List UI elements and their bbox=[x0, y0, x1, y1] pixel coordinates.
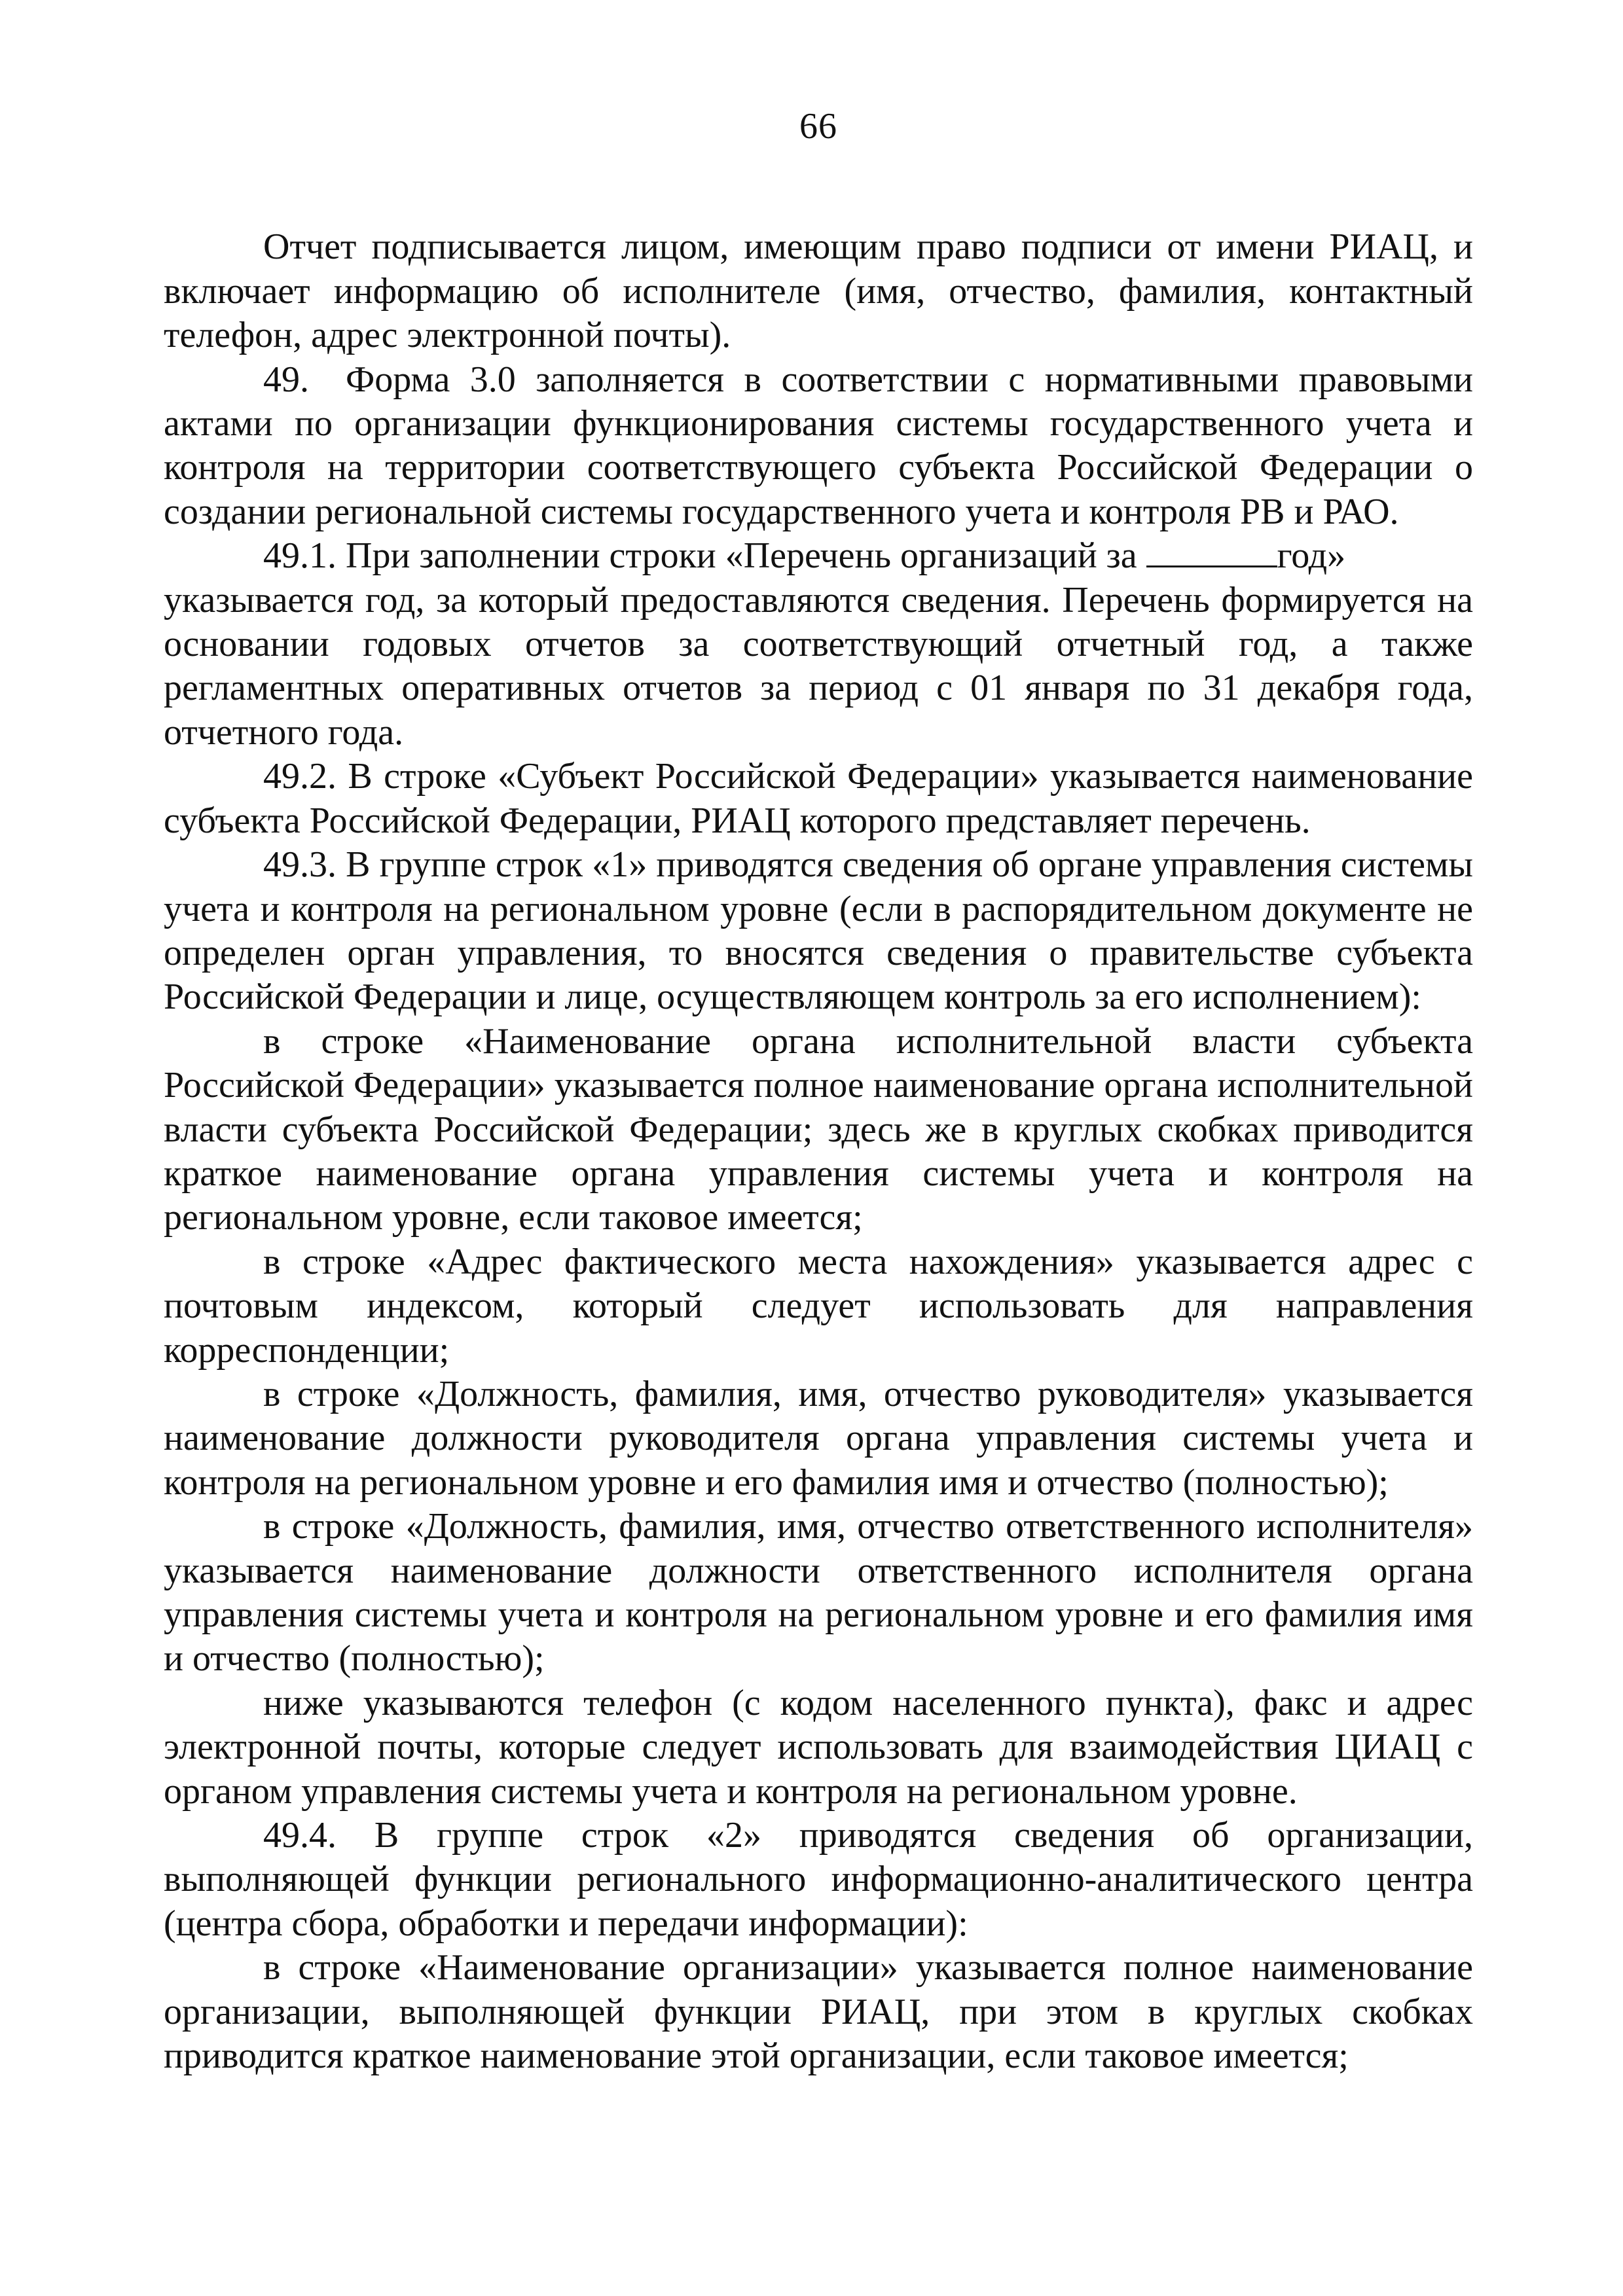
paragraph-49-1-continued: указывается год, за который предоставляются сведения. Перечень формируется на основании годовых отчетов за соответствующий отчетный год, а также регламентных оперативных отчетов за период с 01 января по 31 декабря года, отчетного года. bbox=[164, 579, 1473, 753]
paragraph-49-1-lead: 49.1. При заполнении строки «Перечень организаций за bbox=[263, 535, 1146, 577]
document-page bbox=[164, 105, 1473, 2078]
paragraph-49-2: 49.2. В строке «Субъект Российской Федерации» указывается наименование субъекта Российской Федерации, РИАЦ которого представляет перечень. bbox=[164, 756, 1473, 841]
year-blank-line bbox=[1146, 537, 1277, 567]
page-number: 66 bbox=[799, 106, 837, 147]
paragraph-49-3: 49.3. В группе строк «1» приводятся сведения об органе управления системы учета и контроля на региональном уровне (если в распорядительном документе не определен орган управления, то вносятся сведения о правительстве субъекта Российской Федерации и лице, осуществляющем контроль за его исполнением): bbox=[164, 844, 1473, 1018]
paragraph-49-3-contacts: ниже указываются телефон (с кодом населенного пункта), факс и адрес электронной почты, которые следует использовать для взаимодействия ЦИАЦ с органом управления системы учета и контроля на региональном уровне. bbox=[164, 1682, 1473, 1812]
paragraph-49-3-address: в строке «Адрес фактического места нахождения» указывается адрес с почтовым индексом, который следует использовать для направления корреспонденции; bbox=[164, 1241, 1473, 1371]
paragraph-49-4-org-name: в строке «Наименование организации» указывается полное наименование организации, выполняющей функции РИАЦ, при этом в круглых скобках приводится краткое наименование этой организации, если таковое имеется; bbox=[164, 1947, 1473, 2077]
paragraph-49-1-tail: год» bbox=[1277, 535, 1346, 577]
paragraph-49-3-executor: в строке «Должность, фамилия, имя, отчество ответственного исполнителя» указывается наименование должности ответственного исполнителя органа управления системы учета и контроля на региональном уровне и его фамилия имя и отчество (полностью); bbox=[164, 1506, 1473, 1679]
paragraph-49-3-authority-name: в строке «Наименование органа исполнительной власти субъекта Российской Федерации» указывается полное наименование органа исполнительной власти субъекта Российской Федерации; здесь же в круглых скобках приводится краткое наименование органа управления системы учета и контроля на региональном уровне, если таковое имеется; bbox=[164, 1020, 1473, 1238]
paragraph-49-4: 49.4. В группе строк «2» приводятся сведения об организации, выполняющей функции регионального информационно-аналитического центра (центра сбора, обработки и передачи информации): bbox=[164, 1815, 1473, 1944]
paragraph-49: 49. Форма 3.0 заполняется в соответствии с нормативными правовыми актами по организации функционирования системы государственного учета и контроля на территории соответствующего субъекта Российской Федерации о создании региональной системы государственного учета и контроля РВ и РАО. bbox=[164, 359, 1473, 532]
paragraph-49-1 bbox=[164, 534, 1473, 578]
paragraph-49-3-head: в строке «Должность, фамилия, имя, отчество руководителя» указывается наименование должности руководителя органа управления системы учета и контроля на региональном уровне и его фамилия имя и отчество (полностью); bbox=[164, 1373, 1473, 1503]
paragraph-report-signature: Отчет подписывается лицом, имеющим право подписи от имени РИАЦ, и включает информацию об исполнителе (имя, отчество, фамилия, контактный телефон, адрес электронной почты). bbox=[164, 226, 1473, 356]
